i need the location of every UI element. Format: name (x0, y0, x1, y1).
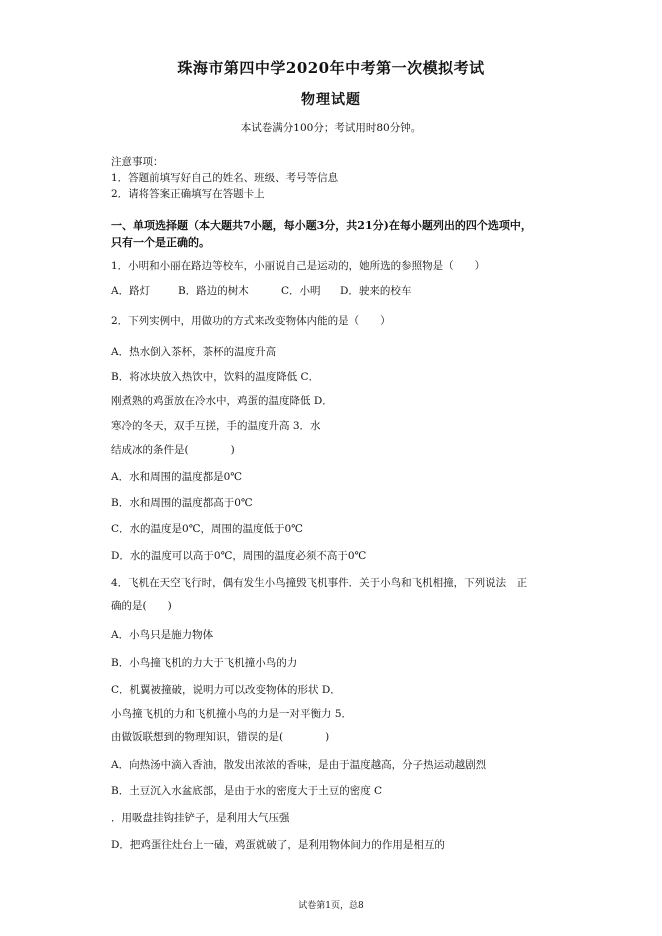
question-3-option: B．水和周围的温度都高于0℃ (111, 497, 253, 509)
section-heading-cont: 只有一个是正确的。 (111, 236, 210, 249)
notice-item: 1．答题前填写好自己的姓名、班级、考号等信息 (111, 172, 339, 184)
question-1-options (111, 284, 411, 298)
question-3-option: D．水的温度可以高于0℃，周围的温度必须不高于0℃ (111, 550, 367, 562)
exam-info: 本试卷满分100分；考试用时80分钟。 (240, 122, 422, 134)
question-2-line: A．热水倒入茶杯，茶杯的温度升高 (111, 346, 277, 358)
page-footer: 试卷第1页，总8 (298, 901, 364, 911)
question-3-option: C．水的温度是0℃，周围的温度低于0℃ (111, 523, 303, 535)
option-b: B．路边的树木 (178, 285, 249, 297)
question-5-line: ．用吸盘挂钩挂铲子，是利用大气压强 (111, 812, 290, 824)
notice-item: 2．请将答案正确填写在答题卡上 (111, 188, 265, 200)
question-4-stem-cont: 确的是( ) (111, 600, 172, 612)
option-d: D．驶来的校车 (340, 285, 412, 297)
question-5-stem: 由做饭联想到的物理知识，错误的是( ) (111, 731, 330, 743)
question-5-line: B．土豆沉入水盆底部，是由于水的密度大于土豆的密度 C (111, 785, 383, 797)
question-5-line: A．向热汤中滴入香油，散发出浓浓的香味，是由于温度越高，分子热运动越剧烈 (111, 759, 487, 771)
option-c: C．小明 (281, 285, 321, 297)
question-4-line: 小鸟撞飞机的力和飞机撞小鸟的力是一对平衡力 5． (111, 708, 353, 720)
question-3-stem: 结成冰的条件是( ) (111, 444, 235, 456)
question-4-line: A．小鸟只是施力物体 (111, 629, 214, 641)
question-4-line: B．小鸟撞飞机的力大于飞机撞小鸟的力 (111, 657, 298, 669)
section-heading: 一、单项选择题（本大题共7小题，每小题3分，共21分)在每小题列出的四个选项中， (111, 219, 532, 232)
exam-title: 珠海市第四中学2020年中考第一次模拟考试 (177, 59, 485, 77)
question-2-line: 寒冷的冬天，双手互搓，手的温度升高 3．水 (111, 420, 321, 432)
question-4-stem: 4．飞机在天空飞行时，偶有发生小鸟撞毁飞机事件．关于小鸟和飞机相撞，下列说法 正 (111, 577, 528, 589)
question-3-option: A．水和周围的温度都是0℃ (111, 471, 243, 483)
question-4-line: C．机翼被撞破，说明力可以改变物体的形状 D． (111, 684, 341, 696)
question-2-stem: 2．下列实例中，用做功的方式来改变物体内能的是（ ） (111, 315, 391, 327)
question-2-line: B．将冰块放入热饮中，饮料的温度降低 C． (111, 371, 320, 383)
option-a: A．路灯 (111, 285, 151, 297)
notice-heading: 注意事项： (111, 156, 164, 168)
question-5-line: D．把鸡蛋往灶台上一磕，鸡蛋就破了，是利用物体间力的作用是相互的 (111, 839, 445, 851)
question-1-stem: 1．小明和小丽在路边等校车，小丽说自己是运动的，她所选的参照物是（ ） (111, 260, 486, 272)
exam-subtitle: 物理试题 (301, 92, 361, 108)
question-2-line: 刚煮熟的鸡蛋放在冷水中，鸡蛋的温度降低 D． (111, 395, 333, 407)
